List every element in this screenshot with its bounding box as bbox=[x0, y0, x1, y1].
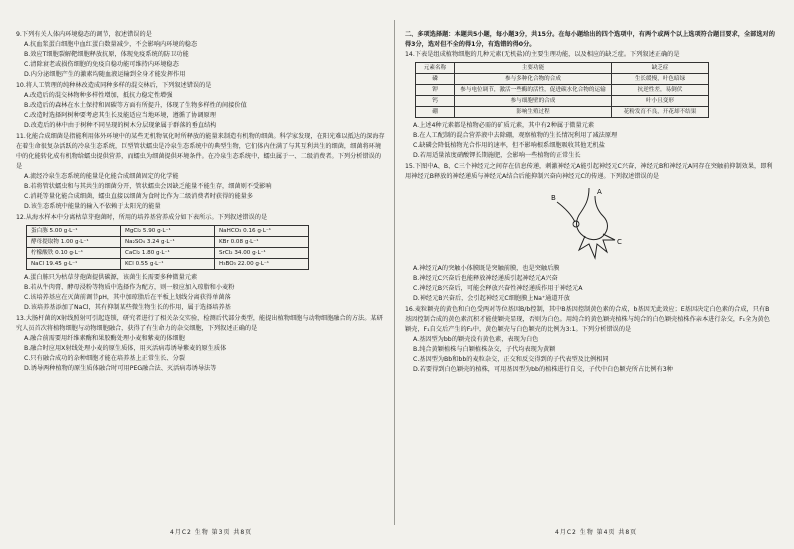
option-a: A.改造后的混交林物种多样性增加，抵抗力稳定性增强 bbox=[24, 92, 173, 99]
option-a: A.抗血浆蛋白细胞中血红蛋白数量减少，不会影响内环境的稳态 bbox=[24, 41, 198, 48]
option-b: B.效应T细胞裂解靶细胞释放抗原，体现免疫系统的防卫功能 bbox=[24, 51, 189, 58]
option-b: B.纯合黄颖植株与白颖植株杂交，子代均表现为黄颖 bbox=[413, 346, 556, 353]
table-cell: 叶小且变形 bbox=[612, 96, 709, 107]
table-cell: CaCl₂ 1.80 g·L⁻¹ bbox=[121, 248, 215, 259]
element-function-table bbox=[415, 62, 709, 118]
page-footer-left: 4月C2 生物 第3页 共8页 bbox=[170, 529, 253, 536]
table-cell: 磷 bbox=[416, 74, 455, 85]
table-cell: 影响生殖过程 bbox=[455, 107, 612, 118]
option-a: A.蛋白胨只为枯草芽孢菌提供碳源，该菌生长需要多种微量元素 bbox=[24, 274, 198, 281]
table-cell: NaCl 19.45 g·L⁻¹ bbox=[27, 259, 121, 270]
label-a: A bbox=[597, 188, 602, 196]
medium-composition-table bbox=[26, 225, 309, 270]
question-stem: 14.下表是组成植物细胞的几种元素(无机盐)的主要生理功能，以及相应的缺乏症。下列叙述正确的是 bbox=[405, 51, 680, 58]
table-row bbox=[27, 226, 309, 237]
table-cell: 参与细胞壁的合成 bbox=[455, 96, 612, 107]
question-stem: 10.将人工管理的纯种林改造成同种多样的混交林后，下列叙述错误的是 bbox=[16, 82, 212, 89]
table-row bbox=[416, 96, 709, 107]
table-header: 主要功能 bbox=[455, 63, 612, 74]
option-c: C.基因型为Bb和bb的麦粒杂交，正交和反交得到的子代表型及比例相同 bbox=[413, 356, 609, 363]
table-header: 元素名称 bbox=[416, 63, 455, 74]
table-row bbox=[416, 85, 709, 96]
option-d: D.该培养基添加了NaCl，其有抑制某些微生物生长的作用，属于选择培养基 bbox=[24, 304, 231, 311]
table-cell: 硼 bbox=[416, 107, 455, 118]
section-title: 二、多项选择题：本题共5小题，每小题3分，共15分。在每小题给出的四个选项中，有两个或两个以上选项符合题目要求，全部选对的得3分，选对但不全的得1分，有选错的得0分。 bbox=[405, 31, 775, 48]
table-cell: 花粉发育不良，开花却不结果 bbox=[612, 107, 709, 118]
option-b: B.在人工配制的混合营养液中去除硼，观察植物的生长情况利用了减法原理 bbox=[413, 132, 618, 139]
question-stem: 15.下图中A、B、C三个神经元之间存在信息传递，刺激神经元A能引起神经元C兴奋，神经元B和神经元A同存在突触前抑制效果，即利用神经元B释放的神经递质与神经元A结合后能抑制兴奋向神经元C的传递。下列叙述错误的是 bbox=[405, 163, 773, 180]
table-header: 缺乏症 bbox=[612, 63, 709, 74]
table-cell: 蛋白胨 5.00 g·L⁻¹ bbox=[27, 226, 121, 237]
table-cell: KBr 0.08 g·L⁻¹ bbox=[215, 237, 309, 248]
table-cell: NaHCO₃ 0.16 g·L⁻¹ bbox=[215, 226, 309, 237]
option-a: A.上述4种元素都是植物必需的矿质元素，其中有2种属于微量元素 bbox=[413, 122, 595, 129]
neuron-c-body bbox=[579, 234, 615, 258]
option-c: C.只有融合成功的杂种细胞才能在培养基上正常生长、分裂 bbox=[24, 355, 185, 362]
question-stem: 12.从海水样本中分离枯草芽孢菌时，所用的培养基营养成分如下表所示。下列叙述错误的是 bbox=[16, 214, 268, 221]
option-c: C.清除衰老或损伤细胞的免疫自稳功能可维持内环境稳态 bbox=[24, 61, 179, 68]
neuron-a-axon bbox=[577, 188, 608, 240]
table-row bbox=[416, 74, 709, 85]
table-row bbox=[27, 237, 309, 248]
table-cell: Na₂SO₄ 3.24 g·L⁻¹ bbox=[121, 237, 215, 248]
option-d: D.该生态系统中能量的输入不依赖于太阳光的能量 bbox=[24, 203, 161, 210]
page-divider bbox=[394, 20, 395, 525]
question-13 bbox=[16, 314, 386, 374]
option-d: D.若要得到白色颖壳的植株，可用基因型为bb的植株进行自交，子代中白色颖壳所占比例有3种 bbox=[413, 366, 673, 373]
question-11 bbox=[16, 132, 386, 212]
option-a: A.基因型为bb的颖壳没有黄色素，表现为白色 bbox=[413, 336, 539, 343]
option-d: D.若用适量浓度硝酸钾长期施肥，会影响一些植物的正常生长 bbox=[413, 152, 581, 159]
table-cell: 钾 bbox=[416, 85, 455, 96]
option-d: D.诱导两种植物的原生质体融合时可用PEG融合法、灭活病毒诱导法等 bbox=[24, 365, 217, 372]
table-cell: 参与多种化合物的合成 bbox=[455, 74, 612, 85]
label-c: C bbox=[617, 238, 622, 246]
option-c: C.缺磷会降低植物光合作用的速率，但不影响根系细胞吸收其他无机盐 bbox=[413, 142, 605, 149]
table-cell: 生长缓慢，叶色暗绿 bbox=[612, 74, 709, 85]
option-a: A.神经元A的突触小体膜既是突触前膜，也是突触后膜 bbox=[413, 265, 560, 272]
option-c: C.消耗等量化能合成细菌，蠕虫直接以细菌为食时比作为二级消费者时获得的能量多 bbox=[24, 193, 254, 200]
question-12 bbox=[16, 213, 386, 313]
right-page bbox=[405, 30, 775, 376]
table-cell: 酵母提取物 1.00 g·L⁻¹ bbox=[27, 237, 121, 248]
option-b: B.若将管状蠕虫和与其共生的细菌分开，管状蠕虫会因缺乏能量不能生存，细菌则不受影响 bbox=[24, 183, 272, 190]
option-b: B.神经元C兴奋后也能释放神经递质引起神经元A兴奋 bbox=[413, 275, 558, 282]
label-b: B bbox=[551, 194, 556, 202]
option-c: C.神经元B兴奋后，可能会释放兴奋性神经递质作用于神经元A bbox=[413, 285, 583, 292]
option-c: C.改造时选择阿树种要考虑其生长及能适应当地环境，遵循了协调原理 bbox=[24, 112, 216, 119]
question-16 bbox=[405, 305, 775, 375]
table-row bbox=[27, 248, 309, 259]
neuron-diagram bbox=[545, 184, 635, 262]
table-cell: 柠檬酸铁 0.10 g·L⁻¹ bbox=[27, 248, 121, 259]
table-row bbox=[416, 107, 709, 118]
left-page bbox=[16, 30, 386, 375]
option-d: D.神经元B兴奋后，会引起神经元C细胞膜上Na⁺通道开放 bbox=[413, 295, 570, 302]
option-c: C.该培养基应在灭菌前调节pH，其中加琼脂后在平板上划线分离获得单菌落 bbox=[24, 294, 231, 301]
table-header-row bbox=[416, 63, 709, 74]
table-cell: 抗逆性差，易倒伏 bbox=[612, 85, 709, 96]
question-9 bbox=[16, 30, 386, 80]
table-cell: KCl 0.55 g·L⁻¹ bbox=[121, 259, 215, 270]
table-cell: 参与电位调节，激活一些酶的活性，促进碳水化合物的运输 bbox=[455, 85, 612, 96]
table-row bbox=[27, 259, 309, 270]
option-b: B.若从牛肉膏、酵母浸粉等物质中选择作为配方，则一般应加入琼脂和小麦粉 bbox=[24, 284, 235, 291]
table-cell: MgCl₂ 5.90 g·L⁻¹ bbox=[121, 226, 215, 237]
question-14 bbox=[405, 50, 775, 161]
neuron-b-axon bbox=[557, 202, 575, 222]
table-cell: SrCl₂ 34.00 g·L⁻¹ bbox=[215, 248, 309, 259]
question-stem: 9.下列有关人体内环境稳态的调节，叙述错误的是 bbox=[16, 31, 152, 38]
option-a: A.流经冷泉生态系统的能量是化能合成细菌固定的化学能 bbox=[24, 173, 179, 180]
table-cell: 钙 bbox=[416, 96, 455, 107]
question-stem: 11.化能合成细菌是指能利用体外环境中的某些无机物氧化时所释放的能量来制造有机物的细菌。科学家发现，在阳光难以抵达的深海存在着生命很复杂活跃的冷泉生态系统，巨型管状蠕虫是冷泉生态系统中的典型生物，它们体内住满了与其互利共生的细菌，细菌将环境中的化能转化成有机物给蠕虫提供营养，而蠕虫为细菌提供环境条件。在冷泉生态系统中，蠕虫属于一、二级消费者。下列分析错误的是 bbox=[16, 133, 385, 170]
question-stem: 13.大肠杆菌的X射线照射可引起连锁，研究者进行了相关杂交实验，检测后代部分类型，能提出植物细胞与动物细胞融合的方法。某研究人员首次将植物细胞与动物细胞融合，获得了有生命力的杂交细胞，下列叙述正确的是 bbox=[16, 315, 383, 332]
option-b: B.改造后的森林在水土保持和固碳等方面有所提升，体现了生物多样性的间接价值 bbox=[24, 102, 247, 109]
option-d: D.改造后的林中由于树种不同呈现的树木分层现象属于群落的垂直结构 bbox=[24, 122, 217, 129]
option-a: A.融合前需要用纤维素酶和果胶酶处理小麦和紫麦的体细胞 bbox=[24, 335, 185, 342]
question-10 bbox=[16, 81, 386, 131]
table-cell: H₃BO₃ 22.00 g·L⁻¹ bbox=[215, 259, 309, 270]
question-stem: 16.麦粒颖壳的黄色和白色受两对等位基因B/b控制，其中B基因控制黄色素的合成，b基因无此效应；E基因决定白色素的合成，只有B基因控制合成的黄色素沉积才能使颖壳显现，否则为白色。用纯合的黄色颖壳植株与纯合的白色颖壳植株作亲本进行杂交，F₁全为黄色颖壳，F₁自交后产生的F₂中，黄色颖壳与白色颖壳的比例为3:1。下列分析错误的是 bbox=[405, 306, 770, 333]
page-footer-right: 4月C2 生物 第4页 共8页 bbox=[555, 529, 638, 536]
option-d: D.内分泌细胞产生的激素均随血液运输到全身才能发挥作用 bbox=[24, 71, 186, 78]
option-b: B.融合时应用X射线处理小麦的原生质体，用灭活病毒诱导紫麦的原生质体 bbox=[24, 345, 227, 352]
question-15 bbox=[405, 162, 775, 304]
